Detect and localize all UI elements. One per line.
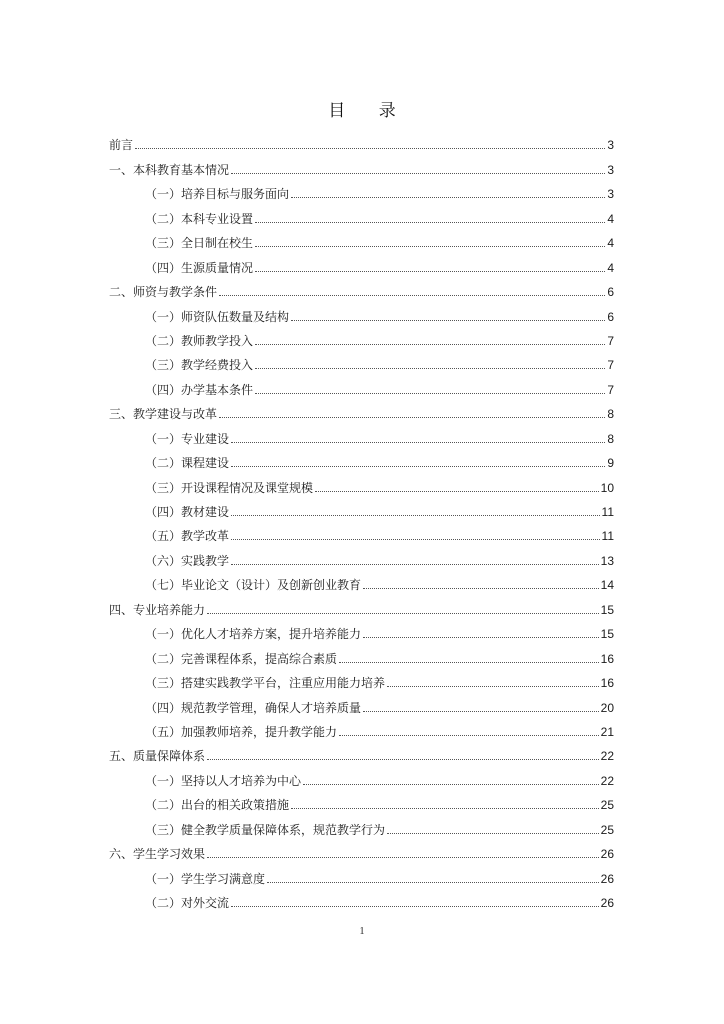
toc-entry-label: （一）培养目标与服务面向 xyxy=(145,187,290,202)
toc-entry[interactable] xyxy=(109,791,614,815)
dot-leader xyxy=(255,368,605,369)
toc-entry-page: 21 xyxy=(600,724,614,739)
dot-leader xyxy=(255,271,605,272)
toc-entry-label: 三、教学建设与改革 xyxy=(109,407,218,422)
dot-leader xyxy=(231,466,605,467)
dot-leader xyxy=(231,906,599,907)
dot-leader xyxy=(219,295,605,296)
toc-entry-label: （五）加强教师培养，提升教学能力 xyxy=(145,724,338,739)
dot-leader xyxy=(255,344,605,345)
toc-entry[interactable] xyxy=(109,571,614,595)
dot-leader xyxy=(135,148,605,149)
toc-entry-label: （二）出台的相关政策措施 xyxy=(145,798,290,813)
toc-entry-page: 4 xyxy=(607,236,614,251)
dot-leader xyxy=(291,808,599,809)
toc-entry-page: 25 xyxy=(600,822,614,837)
dot-leader xyxy=(363,637,599,638)
dot-leader xyxy=(255,393,605,394)
toc-entry[interactable] xyxy=(109,815,614,839)
toc-entry[interactable] xyxy=(109,864,614,888)
toc-entry-page: 16 xyxy=(600,676,614,691)
toc-entry[interactable] xyxy=(109,229,614,253)
toc-entry[interactable] xyxy=(109,742,614,766)
toc-entry-label: （一）专业建设 xyxy=(145,431,230,446)
toc-entry-label: （三）开设课程情况及课堂规模 xyxy=(145,480,314,495)
toc-entry-label: （一）坚持以人才培养为中心 xyxy=(145,773,302,788)
toc-entry-page: 7 xyxy=(607,333,614,348)
toc-entry[interactable] xyxy=(109,424,614,448)
toc-entry-page: 20 xyxy=(600,700,614,715)
toc-entry[interactable] xyxy=(109,620,614,644)
toc-entry-page: 25 xyxy=(600,798,614,813)
dot-leader xyxy=(231,442,605,443)
toc-entry[interactable] xyxy=(109,889,614,913)
dot-leader xyxy=(255,246,605,247)
toc-entry-label: 五、质量保障体系 xyxy=(109,749,206,764)
toc-entry-page: 6 xyxy=(607,309,614,324)
toc-entry-page: 22 xyxy=(600,749,614,764)
toc-entry[interactable] xyxy=(109,693,614,717)
table-of-contents xyxy=(109,131,614,913)
toc-entry[interactable] xyxy=(109,351,614,375)
page-number: 1 xyxy=(359,926,365,937)
dot-leader xyxy=(363,711,599,712)
toc-entry[interactable] xyxy=(109,327,614,351)
toc-entry-label: 二、师资与教学条件 xyxy=(109,285,218,300)
toc-entry-label: （七）毕业论文（设计）及创新创业教育 xyxy=(145,578,362,593)
toc-entry-label: （二）对外交流 xyxy=(145,896,230,910)
toc-entry-label: （一）优化人才培养方案，提升培养能力 xyxy=(145,627,362,642)
toc-entry-label: （一）学生学习满意度 xyxy=(145,871,266,886)
toc-entry[interactable] xyxy=(109,546,614,570)
toc-entry-page: 15 xyxy=(600,627,614,642)
toc-entry[interactable] xyxy=(109,669,614,693)
dot-leader xyxy=(231,173,605,174)
toc-entry-label: （六）实践教学 xyxy=(145,553,230,568)
dot-leader xyxy=(315,491,599,492)
toc-entry-page: 13 xyxy=(600,553,614,568)
toc-entry-label: 四、专业培养能力 xyxy=(109,602,206,617)
toc-entry-label: （四）生源质量情况 xyxy=(145,260,254,275)
toc-entry-page: 15 xyxy=(600,602,614,617)
toc-entry[interactable] xyxy=(109,840,614,864)
toc-entry-page: 4 xyxy=(607,260,614,275)
toc-entry-label: （五）教学改革 xyxy=(145,529,230,544)
toc-entry[interactable] xyxy=(109,375,614,399)
dot-leader xyxy=(387,686,599,687)
toc-entry[interactable] xyxy=(109,644,614,668)
dot-leader xyxy=(207,613,599,614)
toc-entry[interactable] xyxy=(109,400,614,424)
toc-entry[interactable] xyxy=(109,278,614,302)
toc-entry-label: （三）搭建实践教学平台，注重应用能力培养 xyxy=(145,676,386,691)
toc-entry-page: 16 xyxy=(600,651,614,666)
dot-leader xyxy=(291,197,605,198)
dot-leader xyxy=(387,833,599,834)
toc-entry-page: 7 xyxy=(607,382,614,397)
toc-entry[interactable] xyxy=(109,522,614,546)
toc-entry-page: 3 xyxy=(607,138,614,153)
toc-entry-page: 26 xyxy=(600,871,614,886)
toc-entry-label: （四）教材建设 xyxy=(145,505,230,519)
dot-leader xyxy=(339,735,599,736)
toc-entry[interactable] xyxy=(109,449,614,473)
dot-leader xyxy=(255,222,605,223)
dot-leader xyxy=(363,588,599,589)
toc-entry[interactable] xyxy=(109,180,614,204)
toc-entry[interactable] xyxy=(109,302,614,326)
toc-entry[interactable] xyxy=(109,595,614,619)
dot-leader xyxy=(231,515,600,516)
toc-entry-page: 7 xyxy=(607,358,614,373)
toc-entry-label: （二）本科专业设置 xyxy=(145,211,254,226)
toc-entry-label: （二）课程建设 xyxy=(145,456,230,471)
dot-leader xyxy=(231,564,599,565)
toc-entry[interactable] xyxy=(109,253,614,277)
toc-entry-page: 26 xyxy=(600,847,614,862)
toc-entry-page: 9 xyxy=(607,456,614,471)
toc-entry-page: 8 xyxy=(607,407,614,422)
toc-entry-page: 8 xyxy=(607,431,614,446)
toc-entry-page: 14 xyxy=(600,578,614,593)
dot-leader xyxy=(303,784,599,785)
toc-entry[interactable] xyxy=(109,204,614,228)
toc-entry-label: （二）教师教学投入 xyxy=(145,333,254,348)
dot-leader xyxy=(267,882,599,883)
dot-leader xyxy=(291,320,605,321)
toc-entry-page: 10 xyxy=(600,480,614,495)
dot-leader xyxy=(219,417,605,418)
dot-leader xyxy=(231,539,600,540)
toc-entry-label: （四）规范教学管理，确保人才培养质量 xyxy=(145,700,362,715)
toc-entry-page: 22 xyxy=(600,773,614,788)
toc-entry-page: 11 xyxy=(601,505,614,519)
toc-entry-label: 一、本科教育基本情况 xyxy=(109,162,230,177)
dot-leader xyxy=(339,662,599,663)
dot-leader xyxy=(207,759,599,760)
toc-entry-label: （三）健全教学质量保障体系，规范教学行为 xyxy=(145,822,386,837)
toc-entry-label: 六、学生学习效果 xyxy=(109,847,206,862)
toc-entry-page: 3 xyxy=(607,187,614,202)
toc-entry-label: （三）全日制在校生 xyxy=(145,236,254,251)
toc-entry[interactable] xyxy=(109,155,614,179)
toc-entry-page: 26 xyxy=(600,896,614,910)
toc-entry[interactable] xyxy=(109,131,614,155)
toc-entry[interactable] xyxy=(109,473,614,497)
toc-entry-page: 11 xyxy=(601,529,614,544)
dot-leader xyxy=(207,857,599,858)
toc-entry-label: （二）完善课程体系，提高综合素质 xyxy=(145,651,338,666)
toc-entry-page: 3 xyxy=(607,162,614,177)
toc-entry-page: 4 xyxy=(607,211,614,226)
toc-entry-label: 前言 xyxy=(109,138,134,153)
toc-entry-label: （一）师资队伍数量及结构 xyxy=(145,309,290,324)
toc-entry-label: （三）教学经费投入 xyxy=(145,358,254,373)
toc-entry-label: （四）办学基本条件 xyxy=(145,382,254,397)
toc-entry[interactable] xyxy=(109,498,614,522)
toc-entry[interactable] xyxy=(109,718,614,742)
toc-entry-page: 6 xyxy=(607,285,614,300)
toc-entry[interactable] xyxy=(109,766,614,790)
toc-title: 目 录 xyxy=(328,101,410,121)
